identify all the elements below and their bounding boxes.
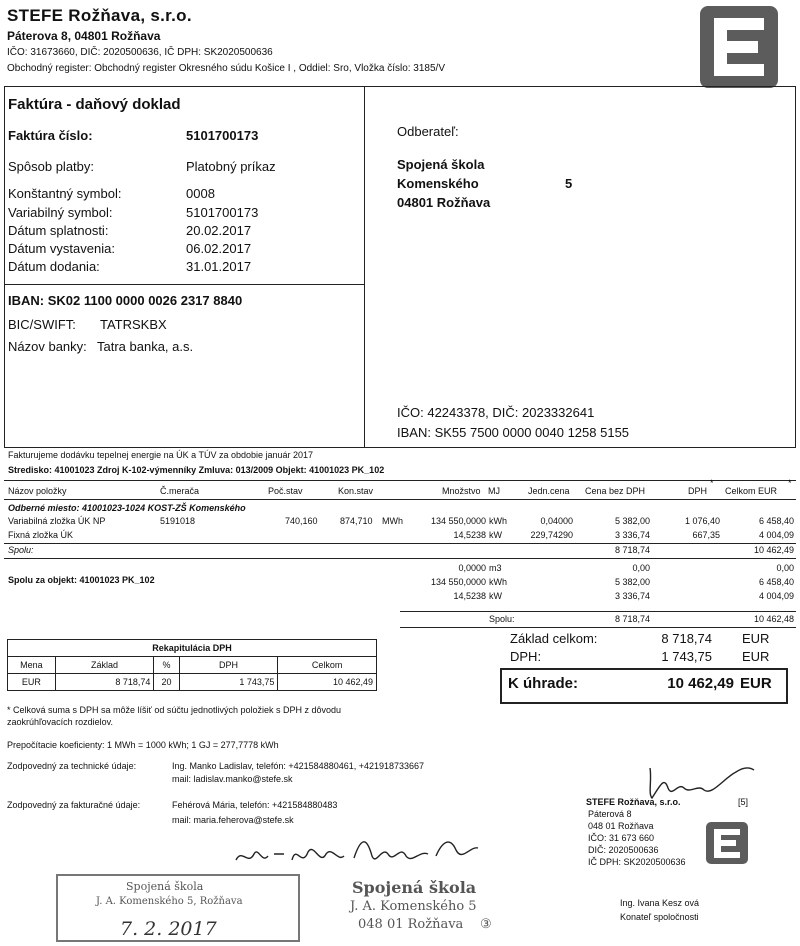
spolu-label: Spolu:: [8, 545, 34, 555]
obj1-total: 0,00: [776, 563, 794, 573]
obj2-unit: kWh: [489, 577, 507, 587]
customer-street-no: 5: [565, 176, 573, 191]
row1-total: 6 458,40: [758, 516, 794, 526]
stefe-stamp-city: 048 01 Rožňava: [588, 821, 654, 831]
row2-total: 4 004,09: [758, 530, 794, 540]
invoice-number-label: Faktúra číslo:: [8, 128, 93, 143]
recap-rate: 20: [154, 674, 179, 691]
recap-total: 10 462,49: [278, 674, 377, 691]
spolu-total: 10 462,49: [753, 545, 794, 555]
school-stamp-mark: ③: [480, 917, 492, 932]
col-net: Cena bez DPH: [585, 486, 646, 496]
school-stamp-line2: J. A. Komenského 5: [350, 899, 477, 914]
row1-end-unit: MWh: [382, 516, 403, 526]
obj2-net: 5 382,00: [614, 577, 650, 587]
vat-total-currency: EUR: [742, 649, 770, 664]
stefe-logo-icon: [700, 6, 778, 88]
recap-h-base: Základ: [55, 657, 154, 674]
customer-ids: IČO: 42243378, DIČ: 2023332641: [397, 405, 595, 420]
object-label: Spolu za objekt: 41001023 PK_102: [8, 575, 155, 585]
invoice-heading: Faktúra - daňový doklad: [8, 96, 181, 113]
col-item: Názov položky: [8, 486, 67, 496]
vat-recap-table: [7, 639, 377, 691]
stefe-stamp-icdph: IČ DPH: SK2020500636: [588, 857, 686, 867]
conversion-coefficients: Prepočítacie koeficienty: 1 MWh = 1000 kWh; 1 GJ = 277,7778 kWh: [7, 740, 279, 750]
delivery-place: Odberné miesto: 41001023-1024 KOST-ZŠ Komenského: [8, 503, 246, 513]
obj1-net: 0,00: [632, 563, 650, 573]
amount-due-value: 10 462,49: [667, 675, 734, 692]
row1-unit: kWh: [489, 516, 507, 526]
tech-contact-person: Ing. Manko Ladislav, telefón: +421584880461, +421918733667: [172, 761, 425, 771]
stefe-stamp-code: [5]: [738, 797, 749, 807]
invoice-contact-person: Fehérová Mária, telefón: +421584880483: [172, 800, 338, 810]
obj3-unit: kW: [489, 591, 502, 601]
object-rule: [4, 558, 796, 559]
obj3-qty: 14,5238: [453, 591, 486, 601]
signatory-role: Konateľ spoločnosti: [620, 912, 699, 922]
const-symbol-value: 0008: [186, 186, 215, 201]
grand-net: 8 718,74: [614, 614, 650, 624]
grand-bottom-rule: [400, 627, 796, 628]
grand-label: Spolu:: [489, 614, 515, 624]
row1-start: 740,160: [285, 516, 318, 526]
supplier-register: Obchodný register: Obchodný register Okresného súdu Košice I , Oddiel: Sro, Vložka číslo: 3185/V: [7, 63, 446, 74]
customer-name: Spojená škola: [397, 157, 485, 172]
row2-unit: kW: [489, 530, 502, 540]
payment-label: Spôsob platby:: [8, 159, 95, 174]
recap-vat: 1 743,75: [179, 674, 278, 691]
rounding-note-1: * Celková suma s DPH sa môže líšiť od súčtu jednotlivých položiek s DPH z dôvodu: [7, 705, 342, 715]
recap-h-rate: %: [154, 657, 179, 674]
recap-h-currency: Mena: [8, 657, 56, 674]
school-stamp-line3: 048 01 Rožňava: [358, 917, 464, 932]
var-symbol-label: Variabilný symbol:: [8, 205, 113, 220]
invoice-contact-label: Zodpovedný za fakturačné údaje:: [7, 800, 141, 810]
table-header-rule: [4, 499, 796, 500]
customer-iban: IBAN: SK55 7500 0000 0040 1258 5155: [397, 425, 630, 440]
recap-h-total: Celkom: [278, 657, 377, 674]
base-total-label: Základ celkom:: [510, 631, 598, 646]
obj3-net: 3 336,74: [614, 591, 650, 601]
row2-net: 3 336,74: [614, 530, 650, 540]
col-meter: Č.merača: [160, 486, 200, 496]
delivery-date-value: 31.01.2017: [186, 259, 252, 274]
recap-base: 8 718,74: [55, 674, 154, 691]
amount-due-currency: EUR: [740, 675, 772, 692]
col-end: Kon.stav: [338, 486, 374, 496]
row1-net: 5 382,00: [614, 516, 650, 526]
bank-divider: [4, 284, 364, 285]
issue-date-label: Dátum vystavenia:: [8, 241, 115, 256]
spolu-rule: [4, 543, 796, 544]
customer-street: Komenského: [397, 176, 479, 191]
due-date-value: 20.02.2017: [186, 223, 252, 238]
row1-unit-price: 0,04000: [540, 516, 573, 526]
issue-date-value: 06.02.2017: [186, 241, 252, 256]
supplier-address: Páterova 8, 04801 Rožňava: [7, 29, 161, 43]
recap-h-vat: DPH: [179, 657, 278, 674]
tech-contact-mail: mail: ladislav.manko@stefe.sk: [172, 774, 293, 784]
row2-qty: 14,5238: [453, 530, 486, 540]
row1-qty: 134 550,0000: [430, 516, 486, 526]
col-unit-price: Jedn.cena: [528, 486, 570, 496]
col-total: Celkom EUR: [725, 486, 778, 496]
col-unit: MJ: [488, 486, 500, 496]
row2-vat: 667,35: [692, 530, 720, 540]
billing-intro: Fakturujeme dodávku tepelnej energie na ÚK a TÚV za obdobie január 2017: [8, 450, 314, 460]
recap-currency: EUR: [8, 674, 56, 691]
stefe-stamp-logo-icon: [706, 822, 748, 864]
var-symbol-value: 5101700173: [186, 205, 259, 220]
received-date: 7. 2. 2017: [120, 918, 217, 940]
row1-end: 874,710: [340, 516, 373, 526]
stefe-stamp-dic: DIČ: 2020500636: [588, 845, 659, 855]
customer-signature: [230, 826, 500, 874]
stefe-stamp-ico: IČO: 31 673 660: [588, 833, 655, 843]
base-total-currency: EUR: [742, 631, 770, 646]
table-top-rule: [4, 480, 796, 481]
col-qty: Množstvo: [442, 486, 481, 496]
school-stamp-line1: Spojená škola: [352, 878, 477, 897]
due-date-label: Dátum splatnosti:: [8, 223, 109, 238]
customer-city: 04801 Rožňava: [397, 195, 491, 210]
delivery-date-label: Dátum dodania:: [8, 259, 100, 274]
signatory-name: Ing. Ivana Kesz ová: [620, 898, 700, 908]
col-total-star: *: [788, 478, 792, 488]
grand-total: 10 462,48: [753, 614, 794, 624]
vat-total-label: DPH:: [510, 649, 542, 664]
recap-title: Rekapitulácia DPH: [8, 640, 377, 657]
received-stamp-line2: J. A. Komenského 5, Rožňava: [96, 896, 243, 907]
row1-vat: 1 076,40: [684, 516, 720, 526]
bank-name-label: Názov banky:: [8, 339, 87, 354]
payment-value: Platobný príkaz: [186, 159, 276, 174]
invoice-contact-mail: mail: maria.feherova@stefe.sk: [172, 815, 294, 825]
col-start: Poč.stav: [268, 486, 303, 496]
supplier-ids: IČO: 31673660, DIČ: 2020500636, IČ DPH: SK2020500636: [7, 47, 273, 58]
swift-label: BIC/SWIFT:: [8, 317, 76, 332]
obj3-total: 4 004,09: [758, 591, 794, 601]
received-stamp-line1: Spojená škola: [126, 880, 204, 893]
invoice-header-box: [4, 86, 796, 448]
row2-name: Fixná zložka ÚK: [8, 530, 74, 540]
obj1-unit: m3: [489, 563, 502, 573]
tech-contact-label: Zodpovedný za technické údaje:: [7, 761, 137, 771]
amount-due-label: K úhrade:: [508, 675, 579, 692]
spolu-net: 8 718,74: [614, 545, 650, 555]
obj2-qty: 134 550,0000: [430, 577, 486, 587]
row1-meter: 5191018: [160, 516, 196, 526]
billing-info: Stredisko: 41001023 Zdroj K-102-výmenníky Zmluva: 013/2009 Objekt: 41001023 PK_102: [8, 465, 385, 475]
bank-name-value: Tatra banka, a.s.: [97, 339, 194, 354]
grand-rule: [400, 611, 796, 612]
const-symbol-label: Konštantný symbol:: [8, 186, 122, 201]
swift-value: TATRSKBX: [100, 317, 167, 332]
box-divider: [364, 86, 365, 447]
customer-label: Odberateľ:: [397, 124, 459, 139]
rounding-note-2: zaokrúhľovacích rozdielov.: [7, 717, 114, 727]
invoice-number-value: 5101700173: [186, 128, 259, 143]
row1-name: Variabilná zložka ÚK NP: [8, 516, 106, 526]
supplier-name: STEFE Rožňava, s.r.o.: [7, 6, 192, 25]
col-vat: DPH: [688, 486, 708, 496]
obj2-total: 6 458,40: [758, 577, 794, 587]
stefe-stamp-street: Páterová 8: [588, 809, 632, 819]
obj1-qty: 0,0000: [458, 563, 486, 573]
col-vat-star: *: [710, 478, 714, 488]
stefe-stamp-name: STEFE Rožňava, s.r.o.: [586, 797, 681, 807]
row2-unit-price: 229,74290: [530, 530, 573, 540]
base-total-value: 8 718,74: [661, 631, 712, 646]
supplier-iban: IBAN: SK02 1100 0000 0026 2317 8840: [8, 293, 243, 308]
vat-total-value: 1 743,75: [661, 649, 712, 664]
